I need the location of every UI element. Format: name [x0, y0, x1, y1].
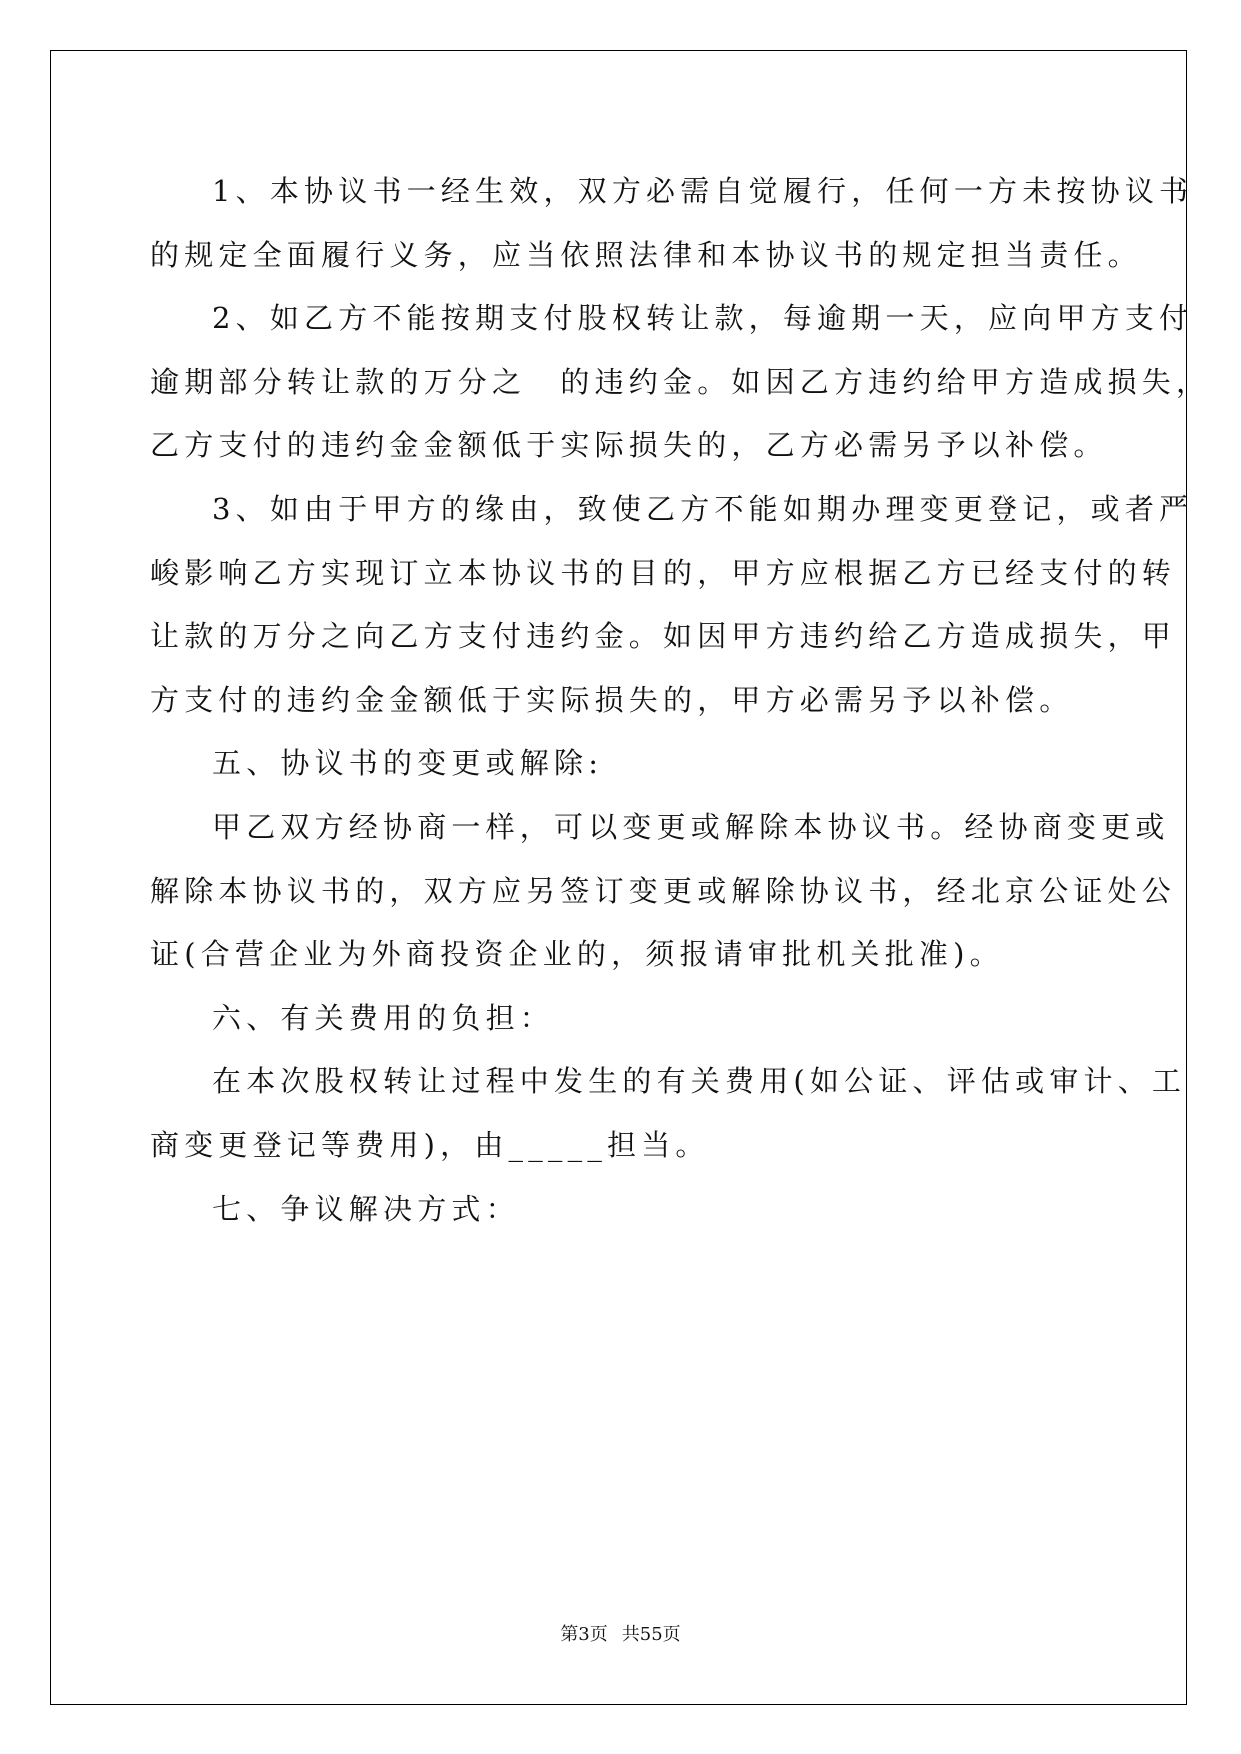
page-total: 共55页: [621, 1624, 681, 1645]
text-line: 3、如由于甲方的缘由，致使乙方不能如期办理变更登记，或者严: [212, 491, 1194, 526]
text-line: 证(合营企业为外商投资企业的，须报请审批机关批准)。: [150, 937, 1004, 972]
page-number: 第3页: [560, 1624, 608, 1645]
text-line: 解除本协议书的，双方应另签订变更或解除协议书，经北京公证处公: [150, 873, 1177, 908]
text-line: 让款的万分之向乙方支付违约金。如因甲方违约给乙方造成损失，甲: [150, 619, 1177, 654]
page-footer: [0, 1620, 1241, 1646]
text-line: 1、本协议书一经生效，双方必需自觉履行，任何一方未按协议书: [212, 174, 1194, 208]
section-heading: 五、协议书的变更或解除:: [212, 746, 604, 781]
text-line: 乙方支付的违约金金额低于实际损失的，乙方必需另予以补偿。: [150, 428, 1108, 463]
section-heading: 七、争议解决方式：: [212, 1191, 520, 1226]
section-heading: 六、有关费用的负担：: [212, 1000, 555, 1035]
text-line: 在本次股权转让过程中发生的有关费用(如公证、评估或审计、工: [212, 1064, 1187, 1099]
text-line: 峻影响乙方实现订立本协议书的目的，甲方应根据乙方已经支付的转: [150, 555, 1177, 590]
text-line: 商变更登记等费用)，由_____担当。: [150, 1127, 710, 1162]
text-line: 甲乙双方经协商一样，可以变更或解除本协议书。经协商变更或: [212, 809, 1170, 844]
text-line: 方支付的违约金金额低于实际损失的，甲方必需另予以补偿。: [150, 682, 1074, 717]
document-body: [150, 160, 1211, 1241]
text-line: 逾期部分转让款的万分之 的违约金。如因乙方违约给甲方造成损失，: [150, 364, 1211, 399]
text-line: 的规定全面履行义务，应当依照法律和本协议书的规定担当责任。: [150, 237, 1142, 272]
text-line: 2、如乙方不能按期支付股权转让款，每逾期一天，应向甲方支付: [212, 301, 1194, 336]
